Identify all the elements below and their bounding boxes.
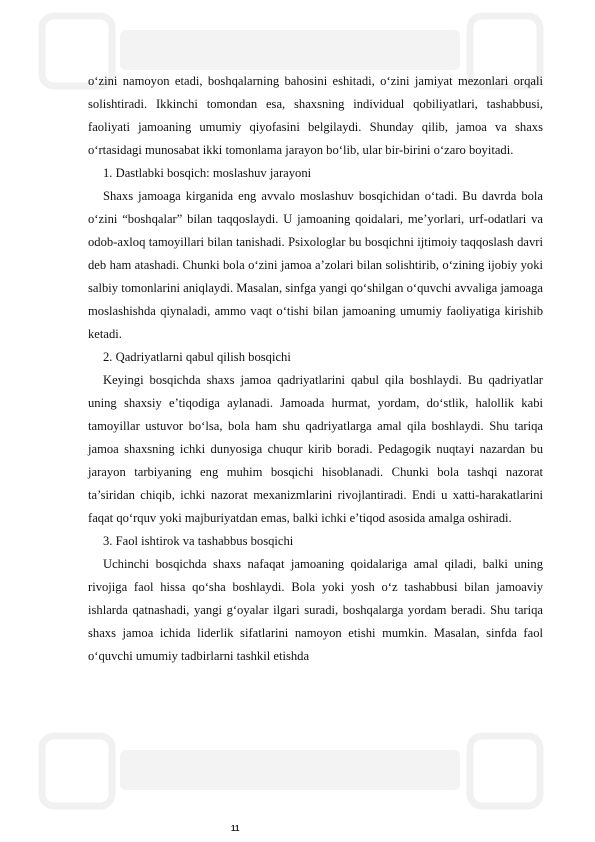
paragraph-values: Keyingi bosqichda shaxs jamoa qadriyatlarini qabul qila boshlaydi. Bu qadriyatlar uning shaxsiy e’tiqodiga aylanadi. Jamoada hurmat, yordam, do‘stlik, halollik kabi tamoyillar ustuvor bo‘lsa, bola ham shu qadriyatlarga amal qila boshlaydi. Shu tariqa jamoa shaxsning ichki dunyosiga chuqur kirib boradi. Pedagogik nuqtayi nazardan bu jarayon tarbiyaning eng muhim bosqichi hisoblanadi. Chunki bola tashqi nazorat ta’siridan chiqib, ichki nazorat mexanizmlarini rivojlantiradi. Endi u xatti-harakatlarini faqat qo‘rquv yoki majburiyatdan emas, balki ichki e’tiqod asosida amalga oshiradi. [88, 373, 543, 525]
section-heading-1: 1. Dastlabki bosqich: moslashuv jarayoni [103, 166, 312, 180]
paragraph-intro: o‘zini namoyon etadi, boshqalarning bahosini eshitadi, o‘zini jamiyat mezonlari orqali solishtiradi. Ikkinchi tomondan esa, shaxsning individual qobiliyatlari, tashabbusi, faoliyati jamoaning umumiy qiyofasini belgilaydi. Shunday qilib, jamoa va shaxs o‘rtasidagi munosabat ikki tomonlama jarayon bo‘lib, ular bir-birini o‘zaro boyitadi. [88, 74, 543, 157]
section-heading-2: 2. Qadriyatlarni qabul qilish bosqichi [103, 350, 291, 364]
document-body [88, 70, 543, 668]
page-number: 11 [231, 824, 240, 833]
paragraph-adaptation: Shaxs jamoaga kirganida eng avvalo moslashuv bosqichidan o‘tadi. Bu davrda bola o‘zini “boshqalar” bilan taqqoslaydi. U jamoaning qoidalari, me’yorlari, urf-odatlari va odob-axloq tamoyillari bilan tanishadi. Psixologlar bu bosqichni ijtimoiy taqqoslash davri deb ham atashadi. Chunki bola o‘zini jamoa a’zolari bilan solishtirib, o‘zining ijobiy yoki salbiy tomonlarini aniqlaydi. Masalan, sinfga yangi qo‘shilgan o‘quvchi avvaliga jamoaga moslashishda qiynaladi, ammo vaqt o‘tishi bilan jamoaning umumiy faoliyatiga kirishib ketadi. [88, 189, 544, 341]
section-heading-3: 3. Faol ishtirok va tashabbus bosqichi [103, 534, 294, 548]
paragraph-initiative: Uchinchi bosqichda shaxs nafaqat jamoaning qoidalariga amal qiladi, balki uning rivojiga faol hissa qo‘sha boshlaydi. Bola yoki yosh o‘z tashabbusi bilan jamoaviy ishlarda qatnashadi, yangi g‘oyalar ilgari suradi, boshqalarga yordam beradi. Shu tariqa shaxs jamoa ichida liderlik sifatlarini namoyon etishi mumkin. Masalan, sinfda faol o‘quvchi umumiy tadbirlarni tashkil etishda [88, 557, 543, 663]
